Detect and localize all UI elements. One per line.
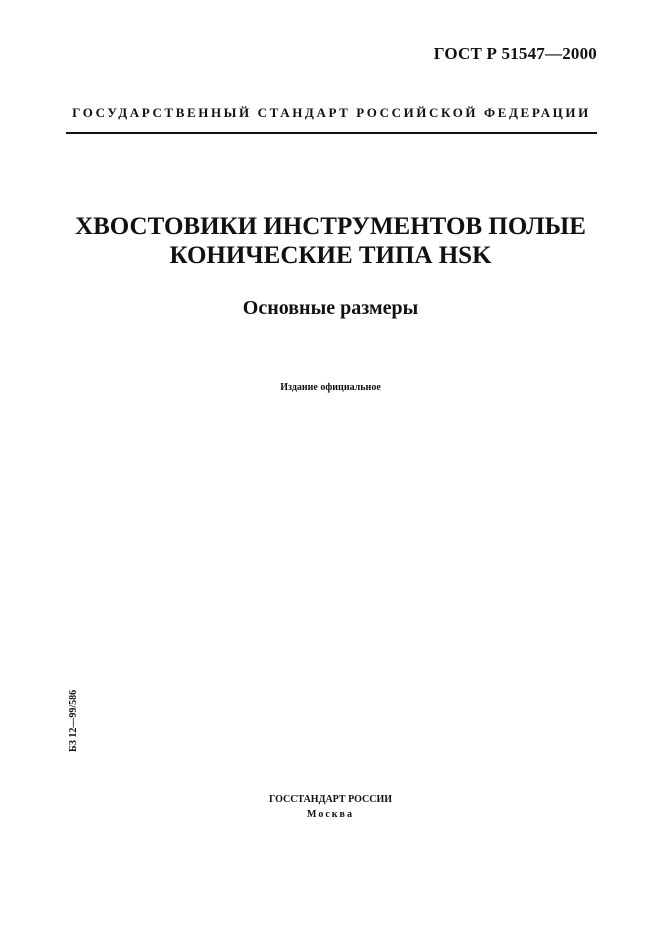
document-subtitle: Основные размеры — [242, 297, 419, 319]
document-title — [40, 212, 621, 270]
standard-header: ГОСУДАРСТВЕННЫЙ СТАНДАРТ РОССИЙСКОЙ ФЕДЕРАЦИИ — [72, 105, 591, 120]
side-catalog-code: БЗ 12—99/586 — [68, 689, 79, 752]
edition-note: Издание официальное — [280, 382, 381, 393]
header-divider — [66, 132, 597, 134]
publisher-city: Москва — [307, 809, 354, 820]
standard-code: ГОСТ Р 51547—2000 — [433, 44, 597, 63]
title-line-2: КОНИЧЕСКИЕ ТИПА HSK — [169, 242, 492, 269]
publisher-name: ГОССТАНДАРТ РОССИИ — [268, 794, 393, 805]
title-line-1: ХВОСТОВИКИ ИНСТРУМЕНТОВ ПОЛЫЕ — [75, 213, 586, 240]
